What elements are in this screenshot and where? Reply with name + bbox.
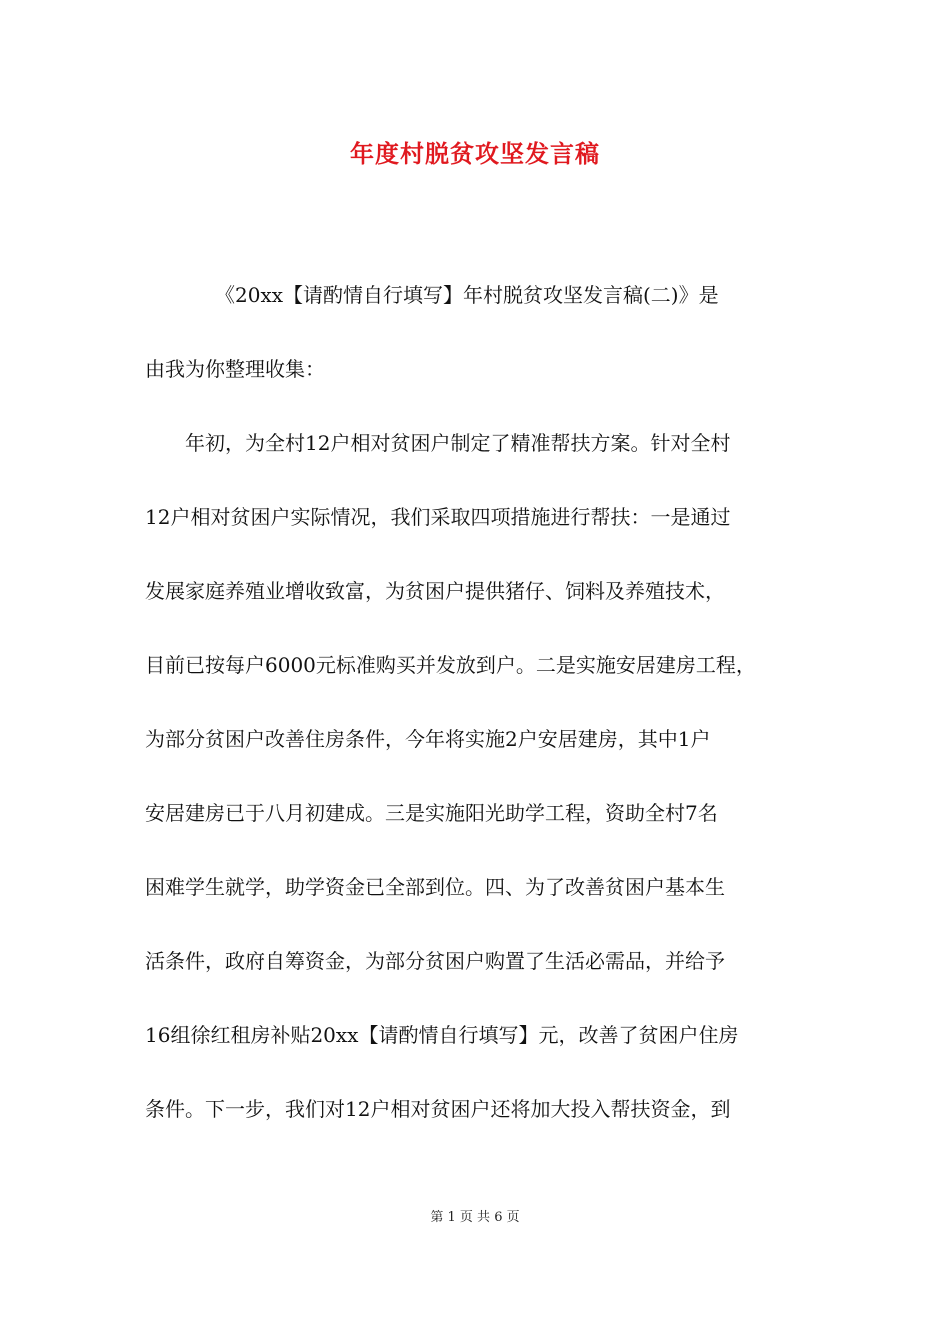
document-body — [145, 276, 835, 1164]
body-line-6: 目前已按每户6000元标准购买并发放到户。二是实施安居建房工程， — [145, 653, 756, 677]
body-line-10: 活条件，政府自筹资金，为部分贫困户购置了生活必需品，并给予 — [145, 949, 725, 973]
body-line-12: 条件。下一步，我们对12户相对贫困户还将加大投入帮扶资金，到 — [145, 1097, 731, 1121]
body-line-8: 安居建房已于八月初建成。三是实施阳光助学工程，资助全村7名 — [145, 801, 718, 825]
body-line-9: 困难学生就学，助学资金已全部到位。四、为了改善贫困户基本生 — [145, 875, 725, 899]
body-line-11: 16组徐红租房补贴20xx【请酌情自行填写】元，改善了贫困户住房 — [145, 1023, 739, 1047]
body-line-2: 由我为你整理收集： — [145, 357, 325, 381]
body-line-1: 《20xx【请酌情自行填写】年村脱贫攻坚发言稿(二)》是 — [145, 283, 719, 307]
body-line-5: 发展家庭养殖业增收致富，为贫困户提供猪仔、饲料及养殖技术， — [145, 579, 725, 603]
document-title: 年度村脱贫攻坚发言稿 — [350, 139, 600, 168]
body-line-3: 年初，为全村12户相对贫困户制定了精准帮扶方案。针对全村 — [145, 431, 731, 455]
body-line-4: 12户相对贫困户实际情况，我们采取四项措施进行帮扶：一是通过 — [145, 505, 731, 529]
page-number-footer: 第 1 页 共 6 页 — [430, 1210, 520, 1225]
body-line-7: 为部分贫困户改善住房条件，今年将实施2户安居建房，其中1户 — [145, 727, 711, 751]
